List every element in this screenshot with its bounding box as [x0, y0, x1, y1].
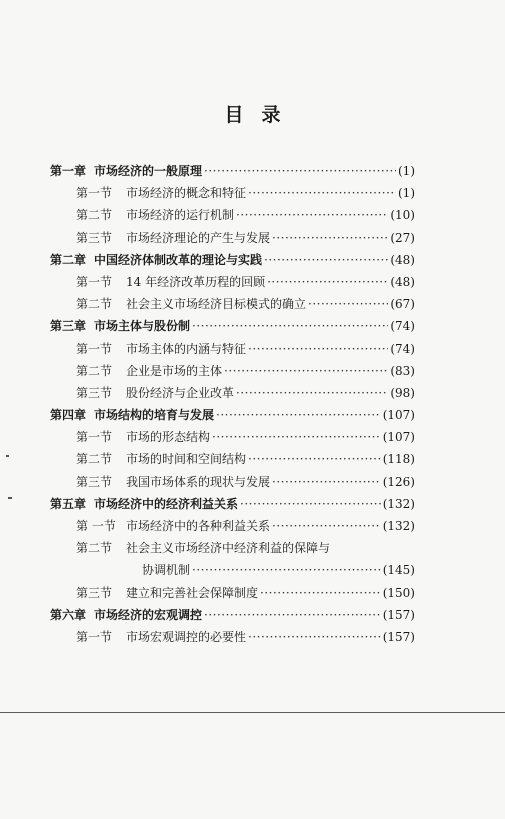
toc-chapter-row [50, 315, 415, 337]
toc-entry-label [50, 404, 214, 426]
dot-leader [248, 448, 381, 470]
toc-entry-label [76, 204, 234, 226]
toc-entry-title: 市场的时间和空间结构 [126, 452, 247, 467]
toc-entry-label [76, 582, 258, 604]
toc-section-row [50, 559, 415, 581]
dot-leader [308, 293, 388, 315]
toc-entry-title: 14 年经济改革历程的回顾 [126, 274, 266, 289]
toc-page-number: (27) [390, 230, 415, 245]
table-of-contents [50, 160, 415, 648]
toc-page-number: (126) [382, 474, 415, 489]
toc-entry-number: 第一节 [76, 629, 113, 644]
toc-page-number: (132) [382, 496, 415, 511]
toc-page-number: (107) [382, 408, 415, 423]
toc-entry-title: 市场的形态结构 [126, 430, 211, 445]
dot-leader [204, 604, 381, 626]
dot-leader [272, 471, 381, 493]
toc-entry-label [76, 626, 246, 648]
dot-leader [236, 382, 388, 404]
toc-section-row [50, 227, 415, 249]
dot-leader [204, 160, 396, 182]
dot-leader [248, 626, 381, 648]
toc-entry-title: 市场经济的运行机制 [126, 208, 235, 223]
toc-entry-label [50, 604, 202, 626]
toc-entry-label [76, 271, 265, 293]
toc-entry-number: 第二节 [76, 541, 113, 556]
toc-entry-label [50, 160, 202, 182]
toc-entry-title: 社会主义市场经济中经济利益的保障与 [126, 541, 331, 556]
toc-entry-label [76, 360, 222, 382]
toc-entry-number: 第六章 [50, 607, 87, 622]
toc-entry-title: 市场主体的内涵与特征 [126, 341, 247, 356]
toc-page-number: (132) [382, 519, 415, 533]
toc-section-row [50, 382, 415, 404]
toc-entry-label [76, 471, 270, 493]
title-char-1: 目 [224, 104, 244, 126]
toc-page-number: (48) [390, 252, 415, 267]
toc-page-number: (98) [390, 385, 415, 400]
toc-section-row [50, 360, 415, 382]
toc-entry-number: 第一章 [50, 164, 87, 178]
toc-entry-number: 第一节 [76, 274, 113, 289]
toc-entry-label [76, 448, 246, 470]
page-title [0, 100, 505, 127]
toc-entry-label [76, 515, 270, 537]
toc-entry-title: 市场经济的宏观调控 [94, 607, 203, 622]
dot-leader [192, 315, 388, 337]
dot-leader [272, 515, 381, 537]
toc-section-row [50, 338, 415, 360]
toc-page-number: (67) [390, 297, 415, 312]
toc-entry-number: 第三节 [76, 474, 113, 489]
toc-page-number: (145) [382, 563, 415, 578]
toc-section-row [50, 204, 415, 226]
toc-section-row [50, 626, 415, 648]
toc-entry-label [76, 338, 246, 360]
title-char-2: 录 [261, 104, 281, 126]
dot-leader [236, 204, 388, 226]
toc-chapter-row [50, 604, 415, 626]
scan-speck [8, 497, 12, 499]
toc-section-row [50, 515, 415, 537]
toc-page-number: (157) [382, 629, 415, 644]
toc-page-number: (107) [382, 430, 415, 445]
toc-entry-label [76, 227, 270, 249]
toc-section-row [50, 293, 415, 315]
toc-entry-label [76, 426, 210, 448]
toc-entry-title: 市场经济中的各种利益关系 [126, 519, 271, 533]
toc-entry-label [142, 559, 190, 581]
toc-entry-title: 股份经济与企业改革 [126, 385, 235, 400]
toc-page-number: (150) [382, 585, 415, 600]
toc-chapter-row [50, 249, 415, 271]
toc-chapter-row [50, 160, 415, 182]
toc-entry-number: 第一节 [76, 430, 113, 445]
toc-section-row [50, 426, 415, 448]
toc-section-row [50, 448, 415, 470]
toc-entry-number: 第二章 [50, 252, 87, 267]
toc-entry-label [50, 493, 238, 515]
toc-section-row [50, 182, 415, 204]
toc-entry-title: 市场宏观调控的必要性 [126, 629, 247, 644]
dot-leader [224, 360, 388, 382]
toc-entry-title: 建立和完善社会保障制度 [126, 585, 259, 600]
toc-entry-label [76, 293, 306, 315]
dot-leader [216, 404, 381, 426]
toc-entry-title: 市场主体与股份制 [94, 319, 191, 334]
toc-section-row [50, 471, 415, 493]
dot-leader [272, 227, 388, 249]
toc-entry-number: 第二节 [76, 297, 113, 312]
toc-entry-number: 第二节 [76, 452, 113, 467]
toc-entry-title: 企业是市场的主体 [126, 363, 223, 378]
toc-entry-number: 第四章 [50, 408, 87, 423]
toc-entry-number: 第一节 [76, 341, 113, 356]
dot-leader [248, 182, 396, 204]
toc-entry-title: 市场经济理论的产生与发展 [126, 230, 271, 245]
toc-section-row [50, 271, 415, 293]
toc-chapter-row [50, 493, 415, 515]
toc-entry-title: 市场经济的一般原理 [94, 164, 203, 178]
dot-leader [212, 426, 381, 448]
toc-entry-label [50, 249, 262, 271]
dot-leader [260, 582, 381, 604]
toc-entry-title: 协调机制 [142, 563, 191, 578]
toc-entry-number: 第三节 [76, 385, 113, 400]
toc-entry-number: 第三节 [76, 230, 113, 245]
toc-entry-label [76, 182, 246, 204]
toc-page-number: (10) [390, 208, 415, 223]
toc-entry-label [76, 537, 330, 559]
toc-entry-title: 市场经济的概念和特征 [126, 186, 247, 201]
toc-section-row [50, 582, 415, 604]
toc-entry-title: 市场经济中的经济利益关系 [94, 496, 239, 511]
toc-section-row [50, 537, 415, 559]
dot-leader [267, 271, 388, 293]
dot-leader [240, 493, 381, 515]
toc-entry-number: 第三节 [76, 585, 113, 600]
toc-page-number: (1) [398, 186, 415, 201]
dot-leader [264, 249, 388, 271]
dot-leader [248, 338, 388, 360]
toc-page-number: (48) [390, 274, 415, 289]
toc-chapter-row [50, 404, 415, 426]
toc-page-number: (83) [390, 363, 415, 378]
toc-page-number: (1) [398, 164, 415, 178]
scan-speck [6, 455, 9, 457]
toc-entry-title: 社会主义市场经济目标模式的确立 [126, 297, 307, 312]
toc-entry-title: 我国市场体系的现状与发展 [126, 474, 271, 489]
toc-entry-number: 第五章 [50, 496, 87, 511]
toc-page-number: (74) [390, 341, 415, 356]
toc-entry-title: 市场结构的培育与发展 [94, 408, 215, 423]
toc-entry-number: 第三章 [50, 319, 87, 334]
toc-entry-number: 第二节 [76, 363, 113, 378]
toc-entry-title: 中国经济体制改革的理论与实践 [94, 252, 263, 267]
toc-page-number: (157) [382, 607, 415, 622]
toc-entry-label [50, 315, 190, 337]
toc-entry-label [76, 382, 234, 404]
toc-entry-number: 第 一节 [76, 519, 116, 533]
toc-page-number: (118) [382, 452, 415, 467]
toc-page-number: (74) [390, 319, 415, 334]
bottom-rule [0, 712, 505, 713]
toc-entry-number: 第一节 [76, 186, 113, 201]
dot-leader [192, 559, 381, 581]
toc-entry-number: 第二节 [76, 208, 113, 223]
